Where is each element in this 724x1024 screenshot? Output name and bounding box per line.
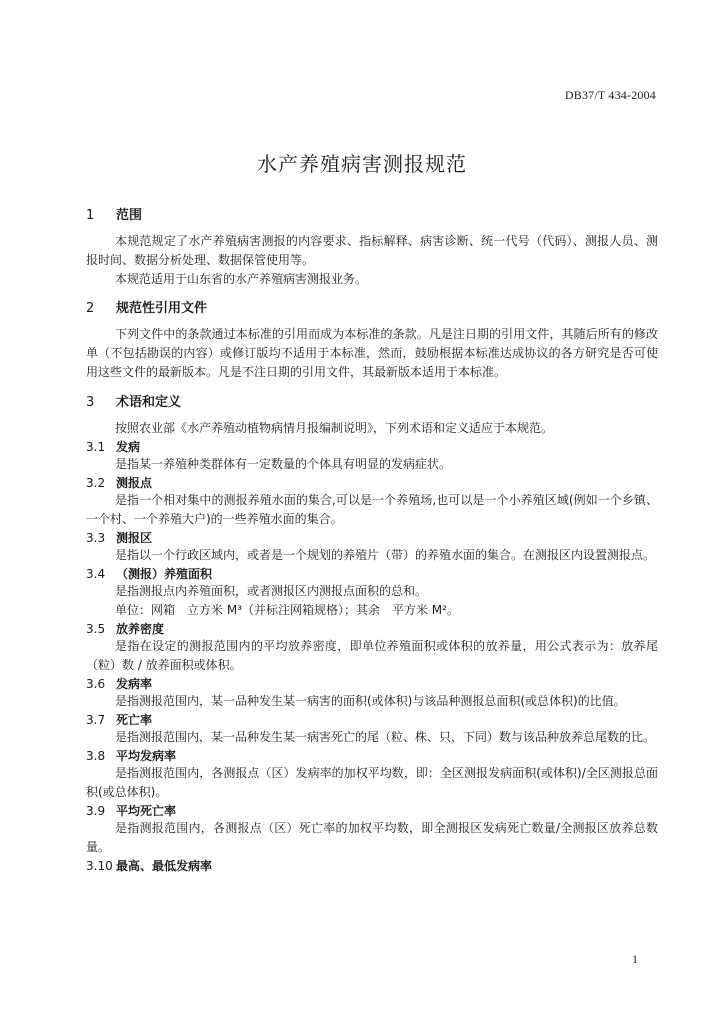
page-number: 1 — [632, 952, 638, 966]
term-definition: 是指测报范围内，各测报点（区）发病率的加权平均数，即：全区测报发病面积(或体积)/全区测报总面积(或总体积)。 — [86, 766, 658, 799]
term-heading: 3.8 平均发病率 — [86, 749, 177, 763]
paragraph: 本规范规定了水产养殖病害测报的内容要求、指标解释、病害诊断、统一代号（代码）、测报人员、测报时间、数据分析处理、数据保管使用等。 — [86, 234, 658, 267]
term-heading: 3.9 平均死亡率 — [86, 804, 177, 818]
term-definition: 是指测报范围内，某一品种发生某一病害的面积(或体积)与该品种测报总面积(或总体积)的比值。 — [115, 694, 626, 708]
term-heading: 3.5 放养密度 — [86, 622, 165, 636]
document-body — [86, 204, 658, 874]
section-heading-scope — [86, 204, 658, 223]
document-title: 水产养殖病害测报规范 — [257, 152, 467, 176]
term-heading: 3.10 最高、最低发病率 — [86, 859, 213, 873]
paragraph: 本规范适用于山东省的水产养殖病害测报业务。 — [115, 272, 368, 286]
section-number: 3 — [86, 395, 95, 410]
term-definition: 是指测报范围内，各测报点（区）死亡率的加权平均数，即全测报区发病死亡数量/全测报区放养总数量。 — [86, 821, 658, 854]
term-heading: 3.6 发病率 — [86, 677, 153, 691]
term-definition-units: 单位：网箱 立方米 M³（并标注网箱规格）；其余 平方米 M²。 — [115, 603, 459, 617]
paragraph: 按照农业部《水产养殖动植物病情月报编制说明》，下列术语和定义适应于本规范。 — [115, 421, 554, 435]
term-definition: 是指以一个行政区域内，或者是一个规划的养殖片（带）的养殖水面的集合。在测报区内设置测报点。 — [115, 548, 656, 562]
term-heading: 3.2 测报点 — [86, 476, 153, 490]
section-heading-terms-definitions — [86, 391, 658, 410]
term-definition: 是指某一养殖种类群体有一定数量的个体具有明显的发病症状。 — [115, 457, 452, 471]
term-heading: 3.7 死亡率 — [86, 713, 153, 727]
paragraph: 下列文件中的条款通过本标准的引用而成为本标准的条款。凡是注日期的引用文件，其随后所有的修改单（不包括勘误的内容）或修订版均不适用于本标准，然而，鼓励根据本标准达成协议的各方研究是否可使用这些文件的最新版本。凡是不注日期的引用文件，其最新版本适用于本标准。 — [86, 327, 658, 379]
standard-code: DB37/T 434-2004 — [564, 88, 656, 102]
term-definition: 是指一个相对集中的测报养殖水面的集合,可以是一个养殖场,也可以是一个小养殖区域(例如一个乡镇、一个村、一个养殖大户)的一些养殖水面的集合。 — [86, 493, 658, 526]
section-title: 术语和定义 — [116, 395, 182, 410]
term-heading: 3.1 发病 — [86, 440, 141, 454]
term-definition: 是指测报范围内，某一品种发生某一病害死亡的尾（粒、株、只，下同）数与该品种放养总尾数的比。 — [115, 730, 656, 744]
section-number: 2 — [86, 301, 95, 316]
section-title: 规范性引用文件 — [116, 301, 208, 316]
term-heading: 3.4 （测报）养殖面积 — [86, 567, 213, 581]
term-heading: 3.3 测报区 — [86, 531, 153, 545]
term-definition: 是指测报点内养殖面积，或者测报区内测报点面积的总和。 — [115, 584, 428, 598]
section-heading-normative-references — [86, 297, 658, 316]
section-number: 1 — [86, 208, 95, 223]
term-definition: 是指在设定的测报范围内的平均放养密度，即单位养殖面积或体积的放养量，用公式表示为：放养尾（粒）数 / 放养面积或体积。 — [86, 639, 658, 672]
section-title: 范围 — [116, 208, 143, 223]
